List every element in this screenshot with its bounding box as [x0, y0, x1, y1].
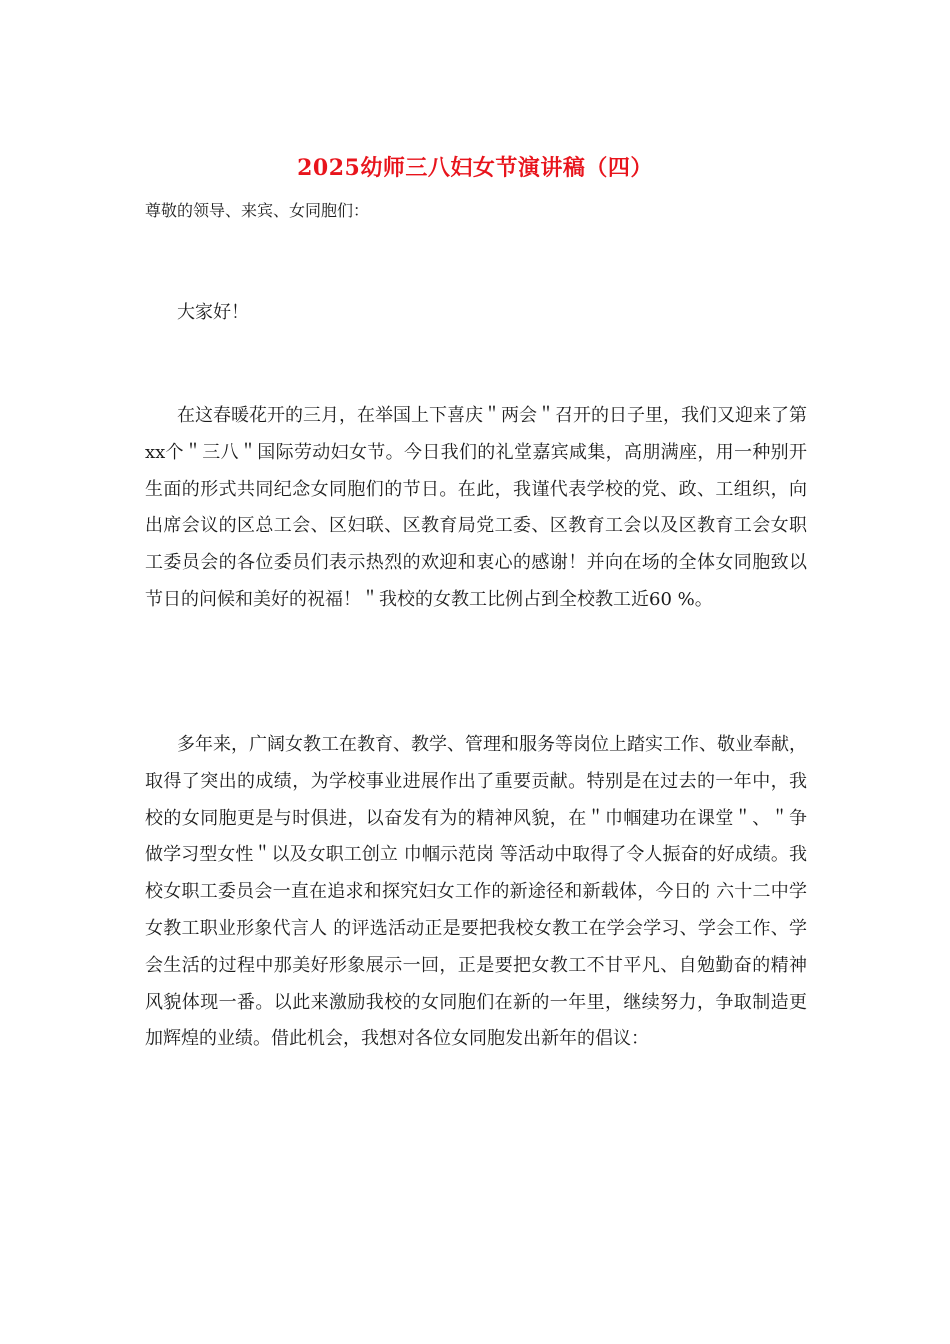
body-paragraph: 多年来，广阔女教工在教育、教学、管理和服务等岗位上踏实工作、敬业奉献，取得了突出的成绩，为学校事业进展作出了重要贡献。特别是在过去的一年中，我校的女同胞更是与时俱进，以奋发有为的精神风貌，在＂巾帼建功在课堂＂、＂争做学习型女性＂以及女职工创立 巾帼示范岗 等活动中取得了令人振奋的好成绩。我校女职工委员会一直在追求和探究妇女工作的新途径和新载体，今日的 六十二中学女教工职业形象代言人 的评选活动正是要把我校女教工在学会学习、学会工作、学会生活的过程中那美好形象展示一回，正是要把女教工不甘平凡、自勉勤奋的精神风貌体现一番。以此来激励我校的女同胞们在新的一年里，继续努力，争取制造更加辉煌的业绩。借此机会，我想对各位女同胞发出新年的倡议： [145, 734, 807, 1050]
greeting-paragraph: 大家好！ [177, 302, 249, 323]
body-paragraph: 在这春暖花开的三月，在举国上下喜庆＂两会＂召开的日子里，我们又迎来了第xx个＂三八＂国际劳动妇女节。今日我们的礼堂嘉宾咸集，高朋满座，用一种别开生面的形式共同纪念女同胞们的节日。在此，我谨代表学校的党、政、工组织，向出席会议的区总工会、区妇联、区教育局党工委、区教育工会以及区教育工会女职工委员会的各位委员们表示热烈的欢迎和衷心的感谢！并向在场的全体女同胞致以节日的问候和美好的祝福！＂我校的女教工比例占到全校教工近60 %。 [145, 405, 807, 610]
salutation: 尊敬的领导、来宾、女同胞们： [145, 201, 370, 220]
document-title: 2025幼师三八妇女节演讲稿（四） [297, 155, 653, 181]
